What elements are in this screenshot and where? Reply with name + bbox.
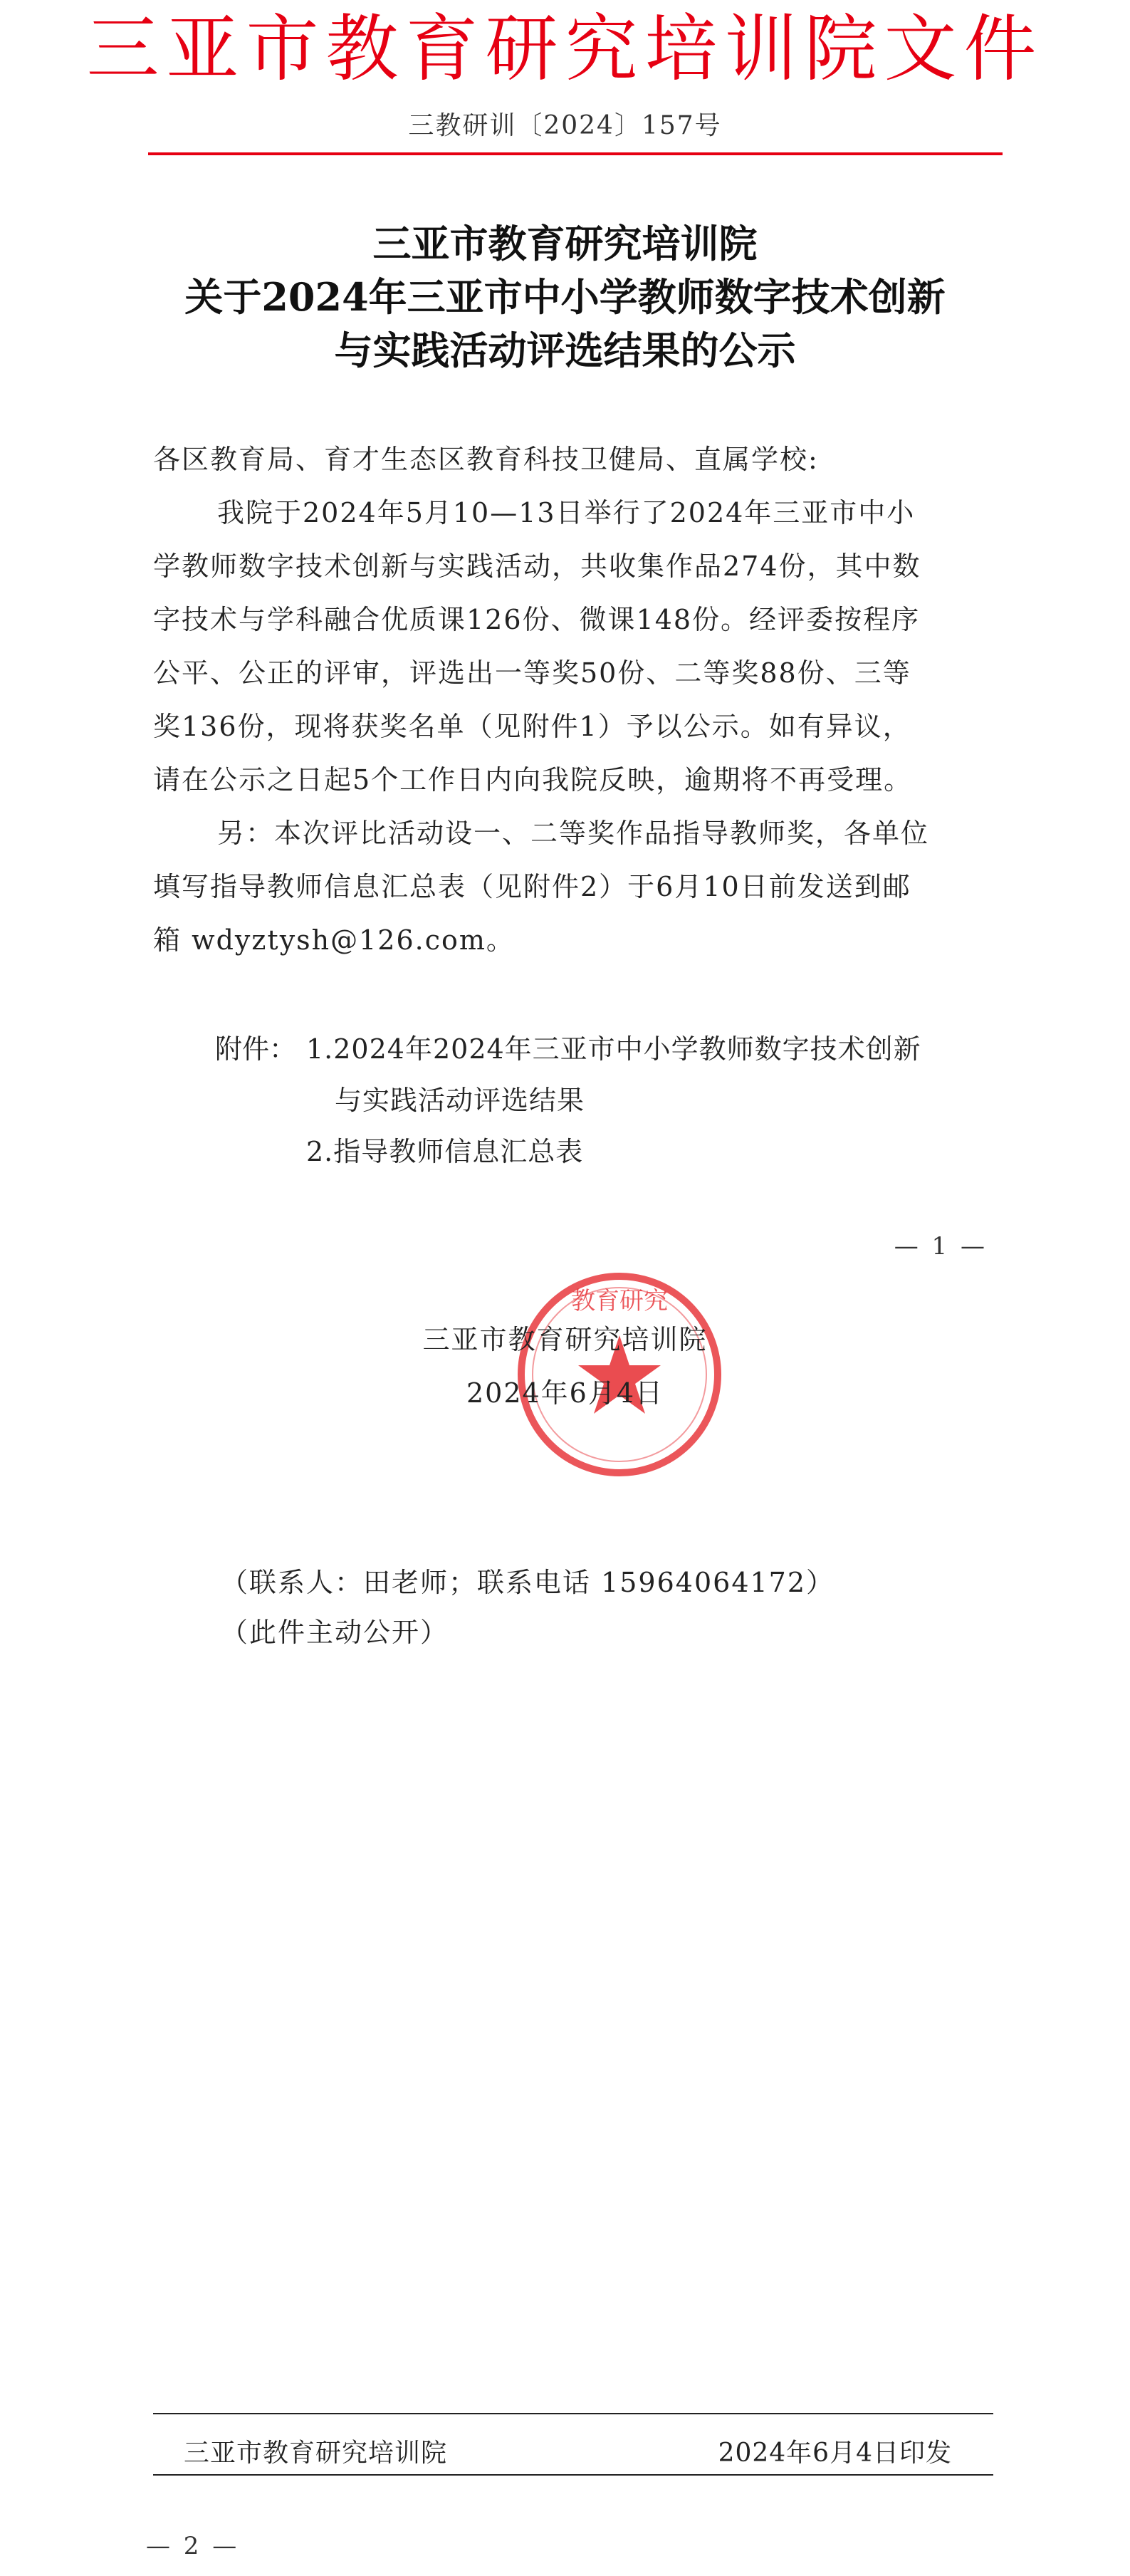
body-line: 学教师数字技术创新与实践活动，共收集作品274份，其中数: [153, 551, 921, 582]
footer-org: 三亚市教育研究培训院: [184, 2439, 448, 2468]
attachment-item-1: 1.2024年2024年三亚市中小学教师数字技术创新: [306, 1033, 921, 1065]
page-number-1: — 1 —: [894, 1232, 988, 1261]
attachment-item-1-cont: 与实践活动评选结果: [335, 1085, 585, 1116]
page-number-2: — 2 —: [146, 2532, 240, 2560]
title-line-2: 关于2024年三亚市中小学教师数字技术创新: [184, 274, 946, 320]
issuer-header: 三亚市教育研究培训院文件: [86, 7, 1044, 92]
signature-org: 三亚市教育研究培训院: [422, 1324, 708, 1355]
disclosure-note: （此件主动公开）: [221, 1617, 449, 1648]
body-line: 公平、公正的评审，评选出一等奖50份、二等奖88份、三等: [153, 657, 911, 689]
attachment-item-2: 2.指导教师信息汇总表: [306, 1136, 584, 1167]
body-line: 字技术与学科融合优质课126份、微课148份。经评委按程序: [153, 604, 921, 635]
document-number: 三教研训〔2024〕157号: [408, 111, 722, 140]
signature-date: 2024年6月4日: [466, 1377, 664, 1409]
footer-print-date: 2024年6月4日印发: [718, 2439, 952, 2468]
footer-top-rule: [153, 2413, 993, 2414]
contact-info: （联系人：田老师；联系电话 15964064172）: [221, 1567, 835, 1598]
title-line-1: 三亚市教育研究培训院: [372, 221, 758, 266]
body-line: 奖136份，现将获奖名单（见附件1）予以公示。如有异议，: [153, 711, 911, 742]
body-line-email: 箱 wdyztysh@126.com。: [153, 924, 515, 956]
title-line-3: 与实践活动评选结果的公示: [334, 328, 796, 373]
body-line: 请在公示之日起5个工作日内向我院反映，逾期将不再受理。: [153, 764, 913, 796]
header-divider: [148, 152, 1003, 155]
attachments-label: 附件：: [215, 1033, 297, 1065]
salutation: 各区教育局、育才生态区教育科技卫健局、直属学校:: [153, 444, 819, 475]
seal-text: 教育研究: [571, 1287, 668, 1315]
body-line: 我院于2024年5月10—13日举行了2024年三亚市中小: [217, 497, 916, 528]
body-line: 另：本次评比活动设一、二等奖作品指导教师奖，各单位: [217, 818, 930, 849]
body-line: 填写指导教师信息汇总表（见附件2）于6月10日前发送到邮: [153, 871, 911, 902]
footer-bottom-rule: [153, 2474, 993, 2476]
